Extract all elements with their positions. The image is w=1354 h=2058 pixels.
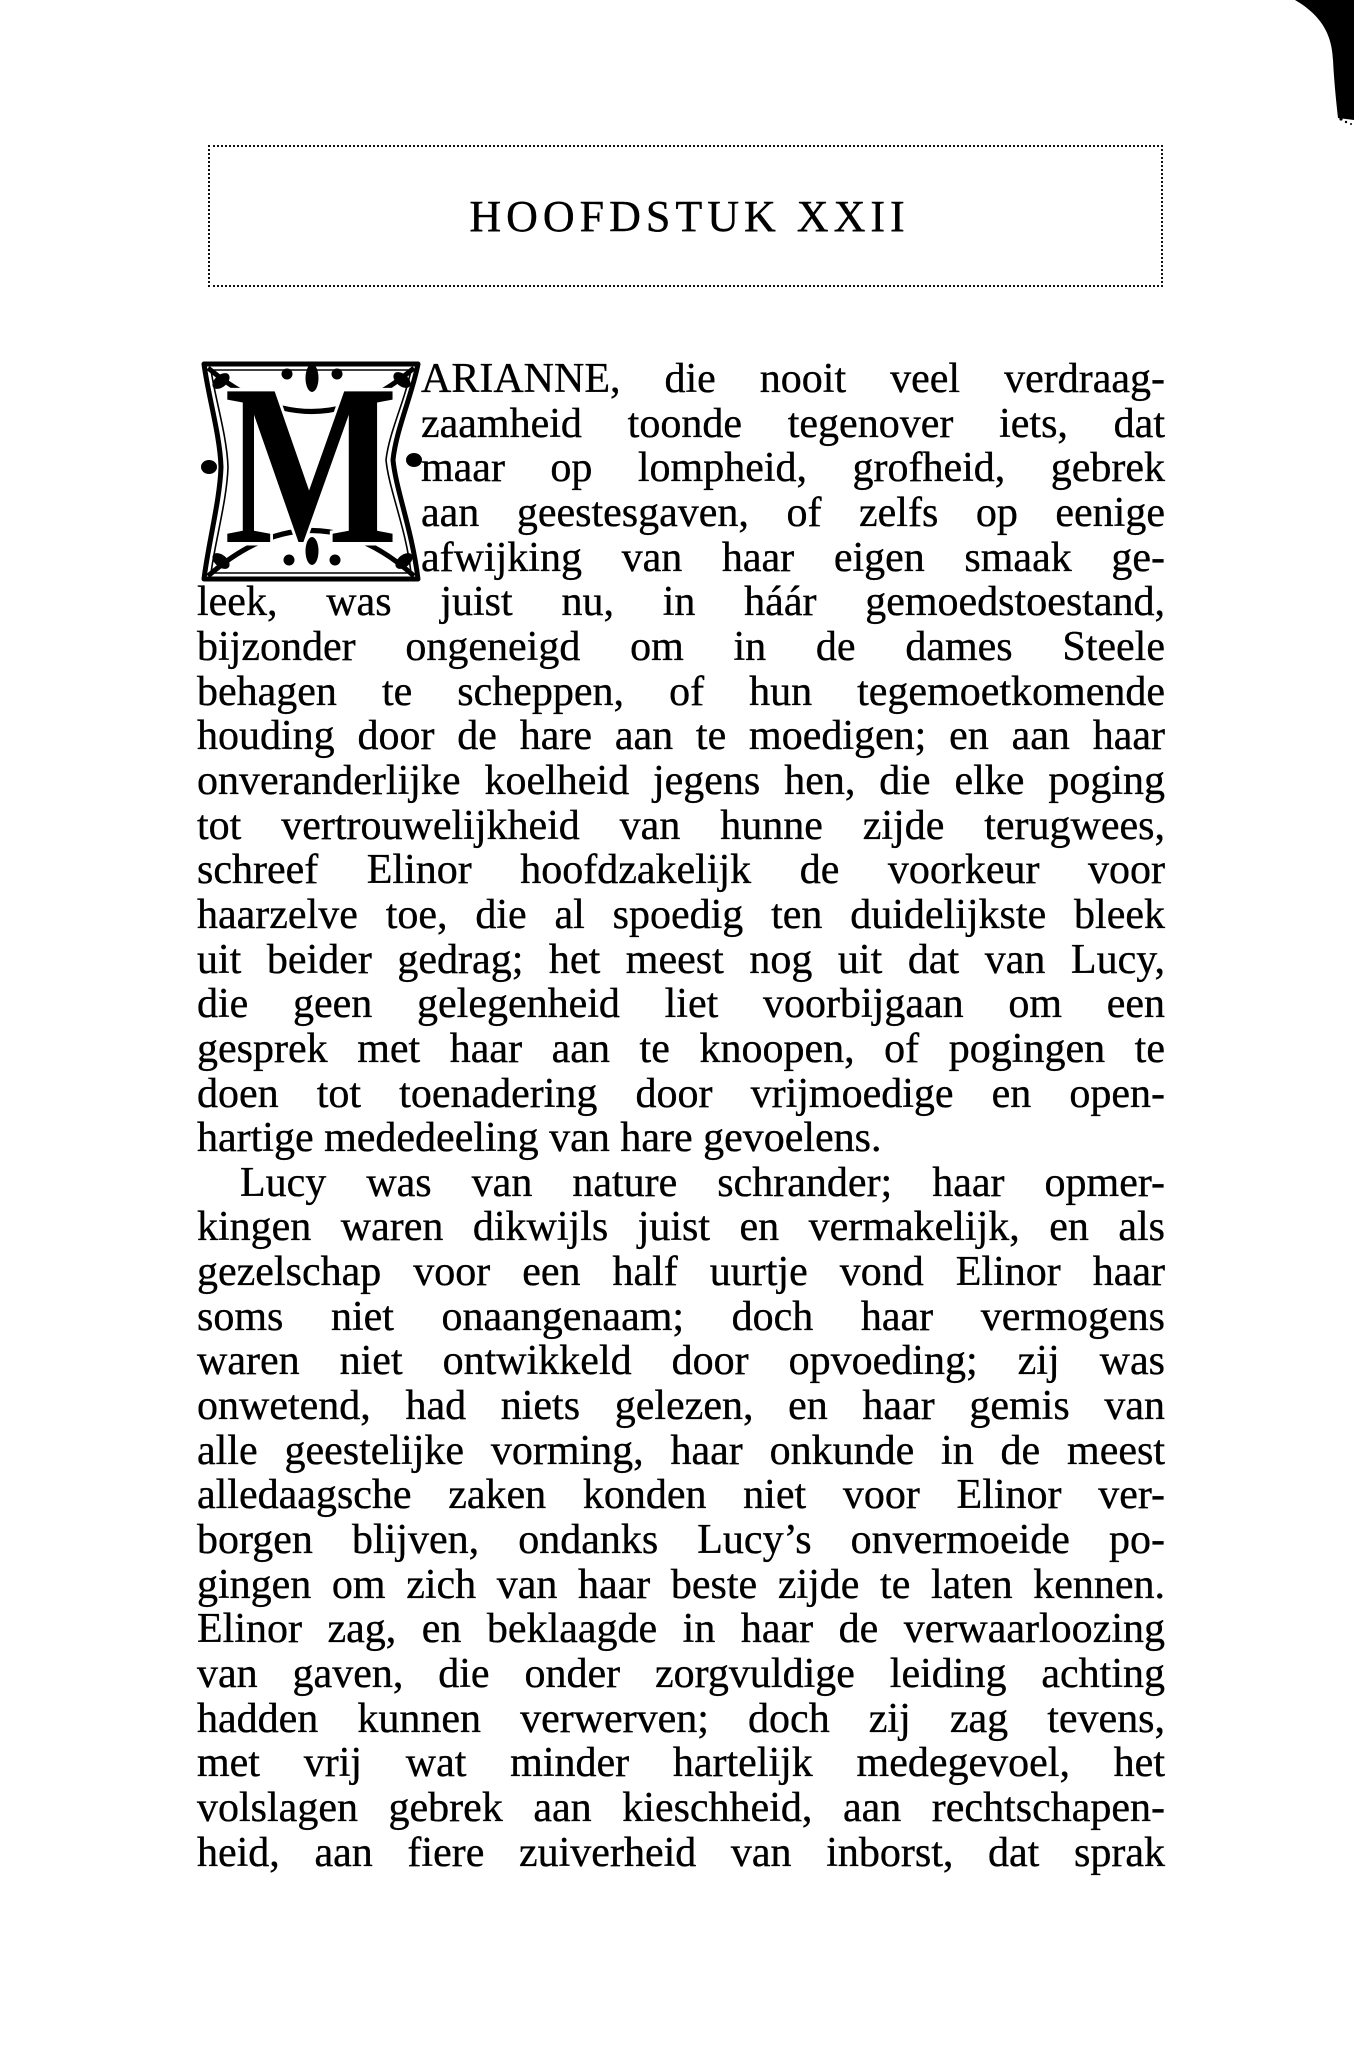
chapter-heading: HOOFDSTUK XXII xyxy=(469,191,910,241)
paragraph xyxy=(197,1161,1165,1876)
text-line: Lucy was van nature schrander; haar opmer- xyxy=(240,1159,1165,1206)
paragraph xyxy=(197,357,1165,1161)
text-line: gingen om zich van haar beste zijde te laten kennen. xyxy=(197,1561,1165,1608)
text-line: tot vertrouwelijkheid van hunne zijde terugwees, xyxy=(197,802,1165,849)
text-line: doen tot toenadering door vrijmoedige en open- xyxy=(197,1070,1165,1117)
text-line: aan geestesgaven, of zelfs op eenige xyxy=(421,489,1165,536)
text-line: afwijking van haar eigen smaak ge- xyxy=(421,534,1165,581)
text-line: zaamheid toonde tegenover iets, dat xyxy=(421,400,1165,447)
text-line: volslagen gebrek aan kieschheid, aan rechtschapen- xyxy=(197,1785,1165,1831)
text-line: Elinor zag, en beklaagde in haar de verwaarloozing xyxy=(197,1606,1165,1653)
text-line: gesprek met haar aan te knoopen, of pogingen te xyxy=(197,1025,1165,1072)
text-line: leek, was juist nu, in háár gemoedstoestand, xyxy=(197,579,1165,626)
text-line: hadden kunnen verwerven; doch zij zag tevens, xyxy=(197,1695,1165,1742)
text-line: bijzonder ongeneigd om in de dames Steele xyxy=(197,623,1165,670)
text-line: houding door de hare aan te moedigen; en aan haar xyxy=(197,713,1165,760)
text-line: hartige mededeeling van hare gevoelens. xyxy=(197,1115,882,1162)
drop-cap-letter: M xyxy=(224,350,398,590)
text-line: behagen te scheppen, of hun tegemoetkomende xyxy=(197,668,1165,715)
text-line: borgen blijven, ondanks Lucy’s onvermoeide po- xyxy=(197,1517,1165,1564)
body-text xyxy=(197,357,1165,1875)
text-line: haarzelve toe, die al spoedig ten duidelijkste bleek xyxy=(197,891,1165,938)
text-line: onwetend, had niets gelezen, en haar gemis van xyxy=(197,1383,1165,1430)
scan-binding-shadow xyxy=(1280,0,1354,126)
text-line: alle geestelijke vorming, haar onkunde in de meest xyxy=(197,1427,1165,1474)
text-line: gezelschap voor een half uurtje vond Elinor haar xyxy=(197,1249,1165,1296)
text-line: heid, aan fiere zuiverheid van inborst, dat sprak xyxy=(197,1829,1165,1876)
text-line: soms niet onaangenaam; doch haar vermogens xyxy=(197,1293,1165,1340)
text-line: met vrij wat minder hartelijk medegevoel, het xyxy=(197,1740,1165,1787)
text-line: maar op lompheid, grofheid, gebrek xyxy=(421,445,1165,492)
text-line: van gaven, die onder zorgvuldige leiding achting xyxy=(197,1651,1165,1698)
text-line: alledaagsche zaken konden niet voor Elinor ver- xyxy=(197,1472,1165,1519)
chapter-heading-frame xyxy=(208,145,1163,287)
text-line: uit beider gedrag; het meest nog uit dat van Lucy, xyxy=(197,936,1165,983)
text-line: ARIANNE, die nooit veel verdraag- xyxy=(421,356,1165,402)
text-line: die geen gelegenheid liet voorbijgaan om een xyxy=(197,981,1165,1028)
text-line: onveranderlijke koelheid jegens hen, die elke poging xyxy=(197,757,1165,804)
text-line: waren niet ontwikkeld door opvoeding; zij was xyxy=(197,1338,1165,1385)
text-line: schreef Elinor hoofdzakelijk de voorkeur voor xyxy=(197,847,1165,894)
text-line: kingen waren dikwijls juist en vermakelijk, en als xyxy=(197,1204,1165,1251)
